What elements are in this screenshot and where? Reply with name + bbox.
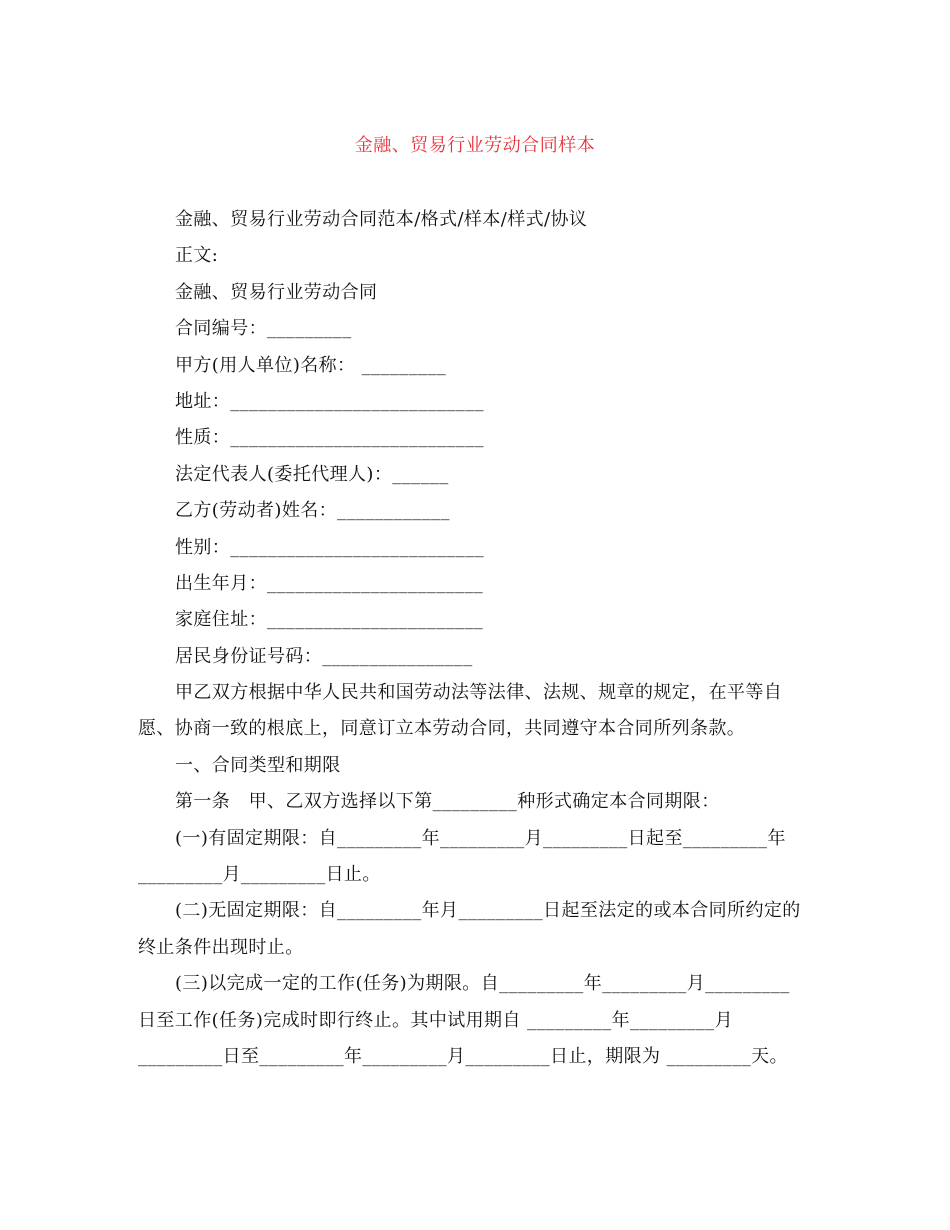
clause-line: 终止条件出现时止。 [138,937,304,958]
paragraph-line: 愿、协商一致的根底上，同意订立本劳动合同，共同遵守本合同所列条款。 [138,718,746,739]
home-address-field: 家庭住址：_______________________ [175,609,484,630]
clause-line: _________月_________日止。 [138,864,381,885]
doc-line: 正文: [175,245,219,266]
legal-rep-field: 法定代表人(委托代理人)：______ [175,464,449,485]
section-heading: 一、合同类型和期限 [175,755,341,776]
clause-line: 日至工作(任务)完成时即行终止。其中试用期自 _________年_________月 [138,1010,733,1031]
employer-name-field: 甲方(用人单位)名称： _________ [175,355,447,376]
clause-line: (二)无固定期限：自_________年月_________日起至法定的或本合同所约定的 [175,900,801,921]
birth-date-field: 出生年月：_______________________ [175,573,484,594]
employee-name-field: 乙方(劳动者)姓名：____________ [175,500,450,521]
id-number-field: 居民身份证号码：________________ [175,646,473,667]
clause-line: (三)以完成一定的工作(任务)为期限。自_________年_________月_________ [175,973,790,994]
clause-line: (一)有固定期限：自_________年_________月_________日起至_________年 [175,828,786,849]
address-field: 地址：___________________________ [175,391,484,412]
nature-field: 性质：___________________________ [175,427,484,448]
clause-line: _________日至_________年_________月_________日止，期限为 _________天。 [138,1046,788,1067]
article-line: 第一条 甲、乙双方选择以下第_________种形式确定本合同期限： [175,791,720,812]
doc-line: 金融、贸易行业劳动合同范本/格式/样本/样式/协议 [175,209,588,230]
contract-number-field: 合同编号：_________ [175,318,352,339]
doc-line: 金融、贸易行业劳动合同 [175,282,378,303]
paragraph-line: 甲乙双方根据中华人民共和国劳动法等法律、法规、规章的规定，在平等自 [175,682,783,703]
gender-field: 性别：___________________________ [175,537,484,558]
document-title: 金融、贸易行业劳动合同样本 [354,135,596,156]
